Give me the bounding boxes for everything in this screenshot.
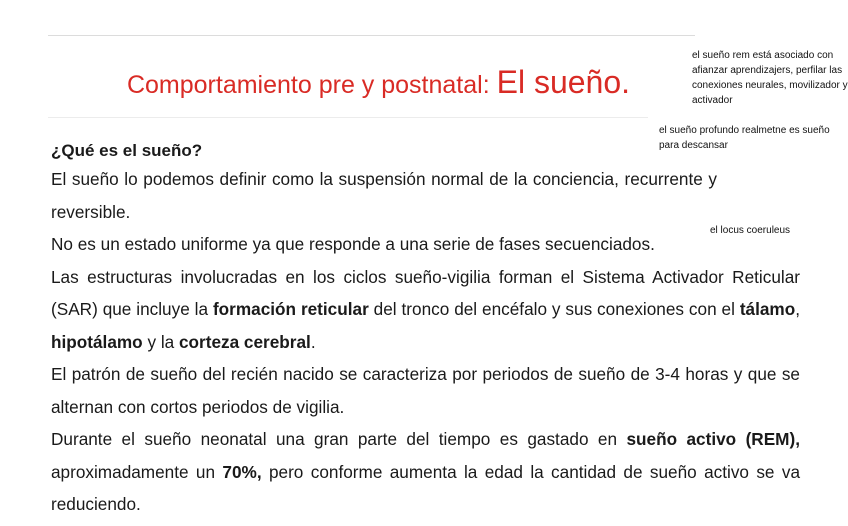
p5-bold-rem: sueño activo (REM), (626, 429, 800, 449)
p3-text-c: del tronco del encéfalo y sus conexiones con el (368, 299, 740, 319)
p3-bold-talamo: tálamo (739, 299, 796, 319)
title-divider (48, 117, 648, 118)
p3-bold-hipotalamo: hipotálamo (51, 331, 143, 352)
p3-bold-formacion: formación reticular (212, 299, 369, 319)
p5-text-c: aproximadamente un (51, 461, 223, 482)
paragraph-uniform: No es un estado uniforme ya que responde a una serie de fases secuenciados. (51, 234, 655, 254)
comment-note-locus: el locus coeruleus (710, 225, 791, 236)
p3-text-i: . (310, 331, 316, 352)
p3-text-a: Las estructuras involucradas en los ciclos sueño-vigilia forman el Sistema Activador Reticular (SAR) que incluye la (51, 266, 800, 319)
p3-text-g: y la (142, 331, 179, 352)
comment-note-rem: el sueño rem está asociado con afianzar aprendizajers, perfilar las conexiones neurales, movilizador y activador (692, 50, 848, 106)
top-divider (48, 35, 695, 36)
paragraph-neonatal-sleep (51, 423, 800, 521)
body-content (51, 163, 800, 521)
paragraph-structures (51, 261, 800, 359)
p3-bold-corteza: corteza cerebral (178, 331, 311, 352)
title-highlight: El sueño. (496, 64, 631, 100)
paragraph-newborn-pattern: El patrón de sueño del recién nacido se caracteriza por periodos de sueño de 3-4 horas y que se alternan con cortos periodos de vigilia. (51, 364, 800, 417)
p3-text-e: , (795, 299, 800, 319)
title-prefix: Comportamiento pre y postnatal: (126, 71, 497, 99)
p5-bold-percent: 70%, (222, 461, 262, 482)
section-heading: ¿Qué es el sueño? (51, 141, 203, 160)
p5-text-a: Durante el sueño neonatal una gran parte del tiempo es gastado en (51, 429, 627, 449)
p5-text-e: pero conforme aumenta la edad la cantidad de sueño activo se va reduciendo. (51, 461, 800, 514)
slide-title (0, 62, 757, 105)
comment-note-deep-sleep: el sueño profundo realmetne es sueño para descansar (659, 125, 830, 151)
paragraph-definition: El sueño lo podemos definir como la suspensión normal de la conciencia, recurrente y reversible. (51, 169, 717, 222)
